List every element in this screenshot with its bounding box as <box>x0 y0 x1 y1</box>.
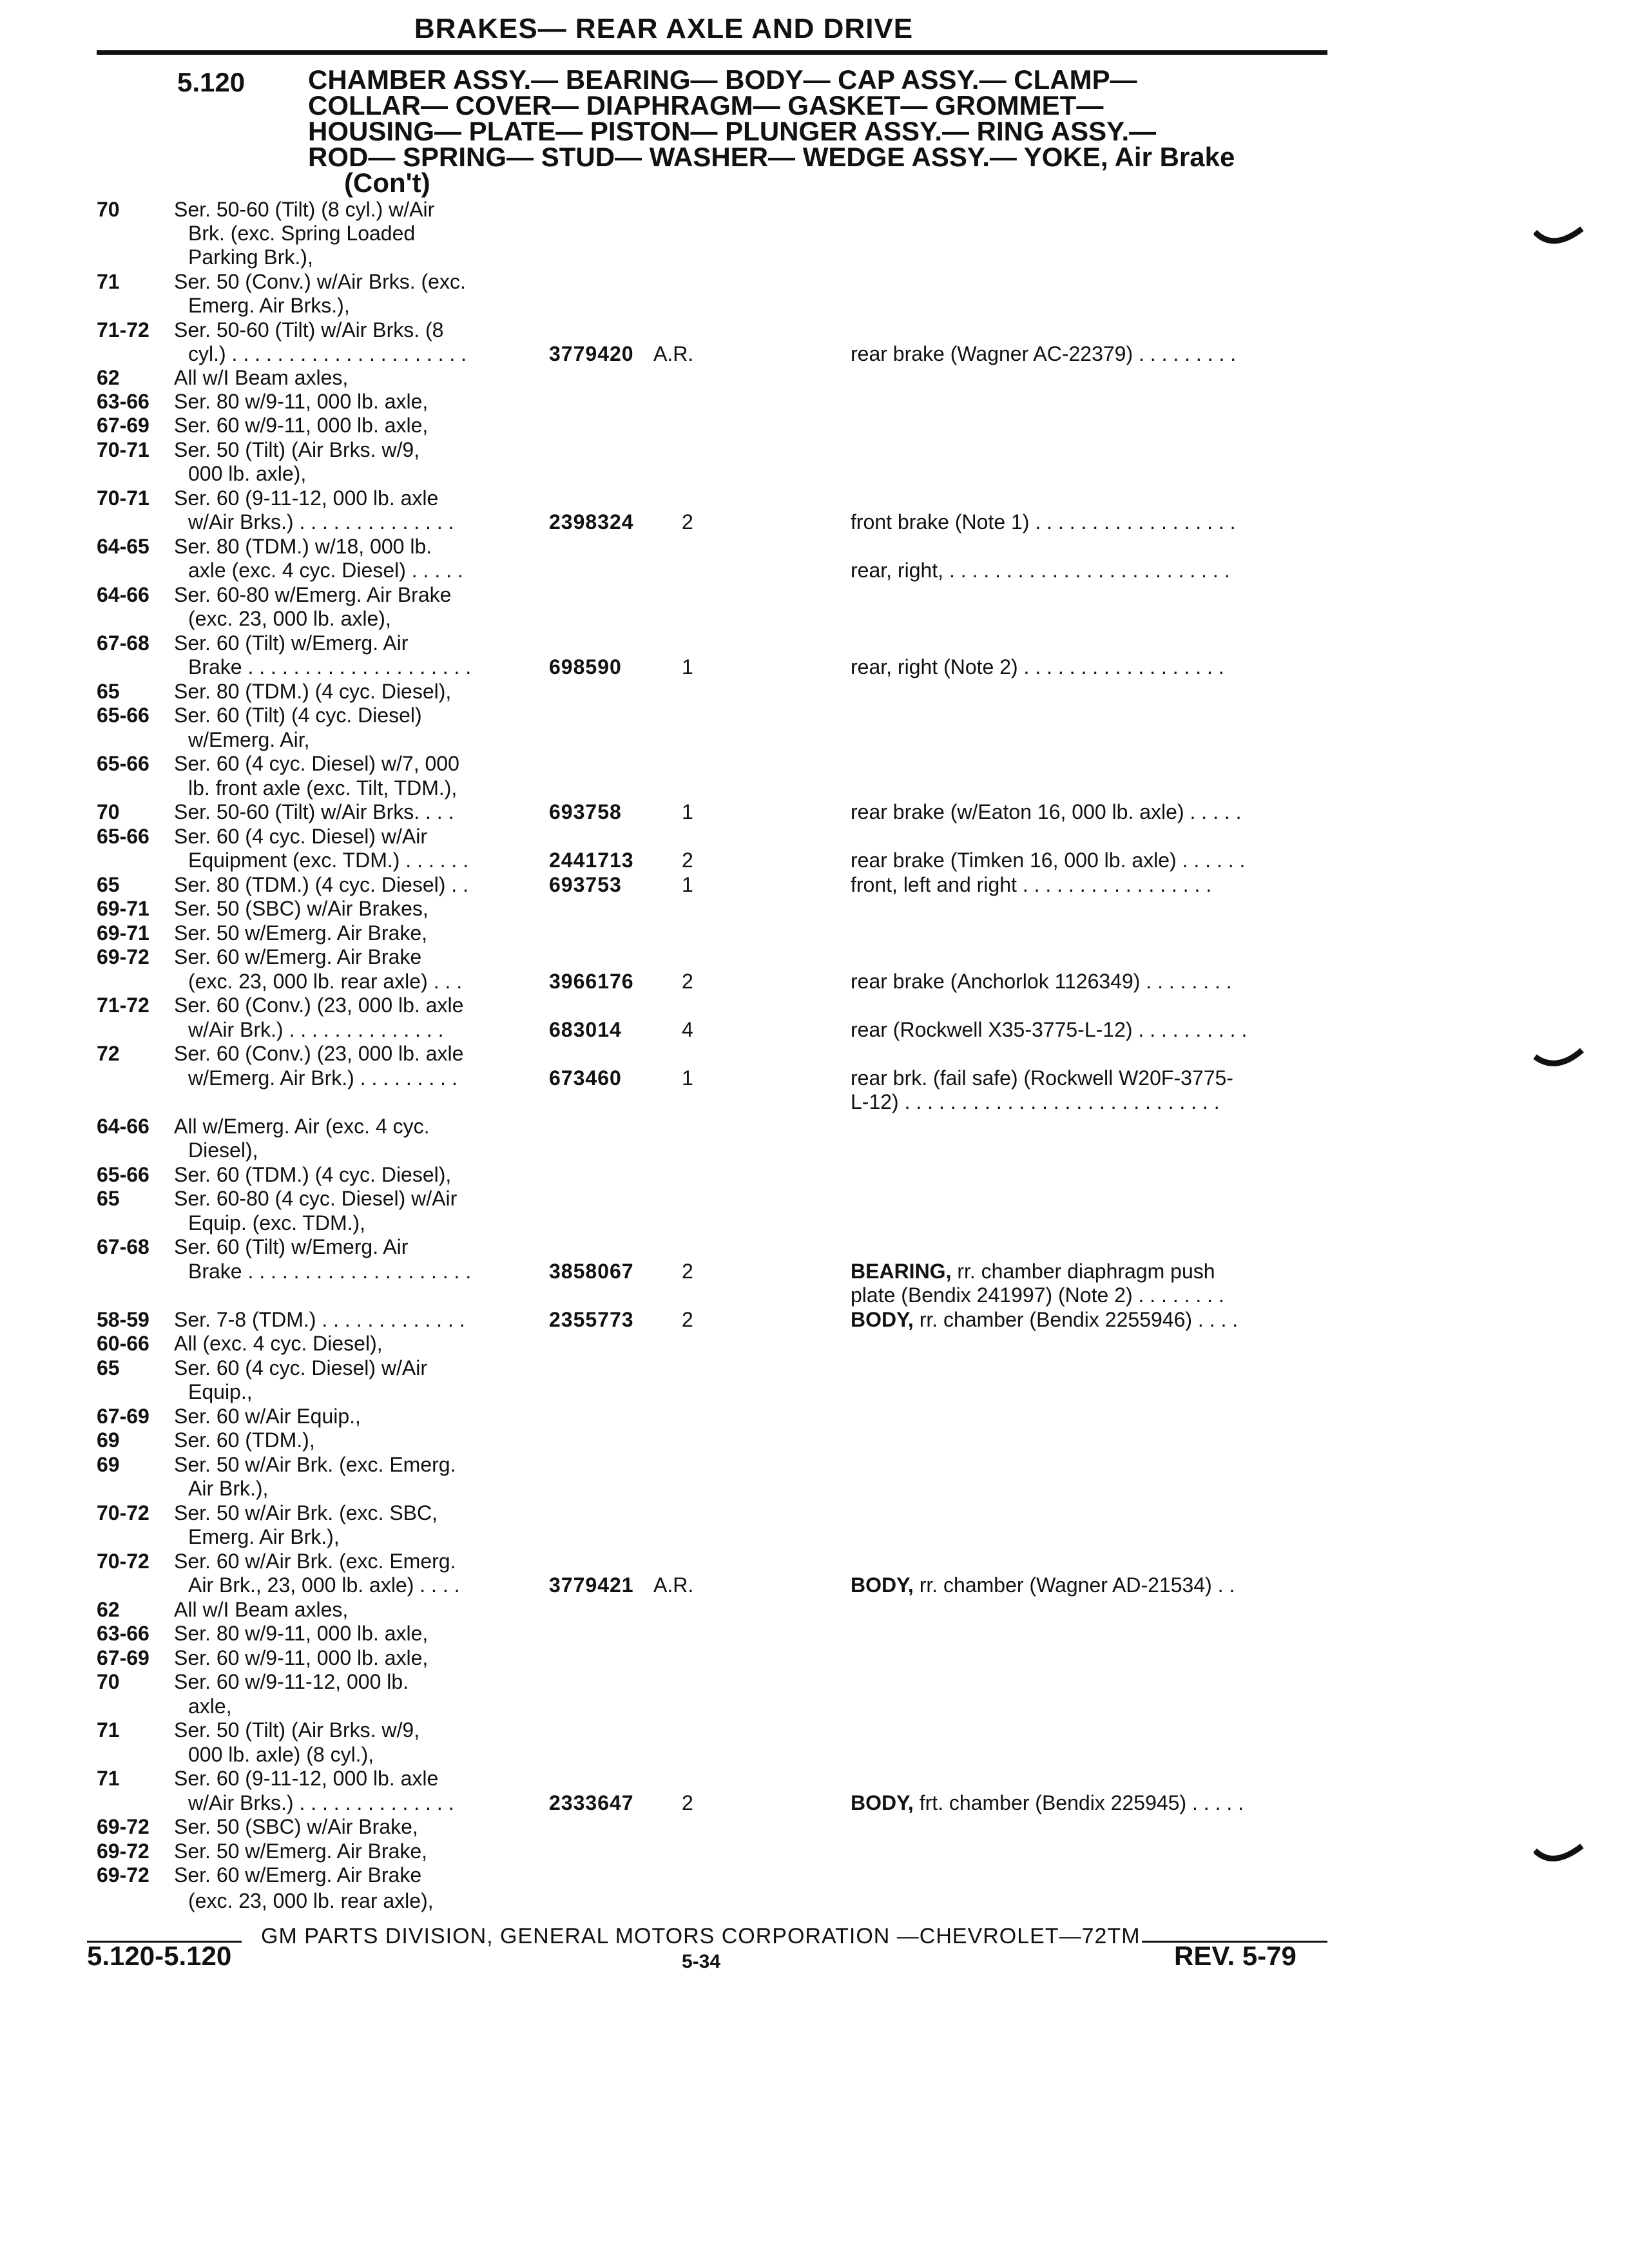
application-description: Ser. 60 w/9-11-12, 000 lb. <box>174 1670 409 1693</box>
application-description: Ser. 50 w/Air Brk. (exc. SBC, <box>174 1501 438 1524</box>
model-year: 71-72 <box>97 994 149 1017</box>
quantity: 2 <box>682 510 693 533</box>
application-description: All (exc. 4 cyc. Diesel), <box>174 1332 383 1355</box>
application-description: Ser. 60 (9-11-12, 000 lb. axle <box>174 1767 439 1790</box>
part-description <box>851 558 1230 582</box>
part-number: 683014 <box>549 1018 622 1041</box>
application-description: Ser. 60 (TDM.), <box>174 1428 315 1452</box>
part-detail: rear brake (Timken 16, 000 lb. axle) . . . . . . <box>851 849 1246 872</box>
model-year: 69-72 <box>97 1815 149 1838</box>
model-year: 65-66 <box>97 1163 149 1186</box>
part-name: BEARING, <box>851 1260 952 1283</box>
quantity: A.R. <box>653 1573 694 1597</box>
model-year: 72 <box>97 1042 120 1065</box>
margin-scan-mark <box>1534 226 1585 258</box>
application-description: Ser. 60 w/9-11, 000 lb. axle, <box>174 1646 429 1669</box>
model-year: 69-72 <box>97 945 149 968</box>
quantity: 2 <box>682 849 693 872</box>
quantity: 1 <box>682 800 693 823</box>
model-year: 62 <box>97 366 120 389</box>
application-description: cyl.) . . . . . . . . . . . . . . . . . . . . . <box>188 342 467 365</box>
application-description: Ser. 60 (4 cyc. Diesel) w/7, 000 <box>174 752 459 775</box>
application-description: Equip., <box>188 1380 253 1403</box>
quantity: 4 <box>682 1018 693 1041</box>
part-description <box>851 1090 1220 1114</box>
quantity: 2 <box>682 1791 693 1814</box>
application-description: Brake . . . . . . . . . . . . . . . . . . . . <box>188 655 472 678</box>
part-detail: rear brake (w/Eaton 16, 000 lb. axle) . . . . . <box>851 800 1242 823</box>
application-description: Equip. (exc. TDM.), <box>188 1211 366 1235</box>
part-description <box>851 848 1245 872</box>
margin-scan-mark <box>1534 1843 1585 1875</box>
model-year: 58-59 <box>97 1308 149 1331</box>
footer-revision: REV. 5-79 <box>1174 1941 1296 1971</box>
model-year: 64-66 <box>97 583 149 606</box>
application-description: Ser. 50 (SBC) w/Air Brakes, <box>174 897 429 920</box>
application-description: Brake . . . . . . . . . . . . . . . . . . . . <box>188 1260 472 1283</box>
part-detail: rear, right, . . . . . . . . . . . . . . . . . . . . . . . . . <box>851 559 1230 582</box>
model-year: 65 <box>97 680 120 703</box>
application-description: Ser. 60 w/Emerg. Air Brake <box>174 1863 422 1887</box>
application-description: Ser. 60-80 w/Emerg. Air Brake <box>174 583 452 606</box>
application-description: Ser. 7-8 (TDM.) . . . . . . . . . . . . . <box>174 1308 465 1331</box>
model-year: 63-66 <box>97 390 149 413</box>
model-year: 67-68 <box>97 631 149 655</box>
part-description <box>851 1259 1215 1283</box>
application-description: Ser. 60 (Tilt) w/Emerg. Air <box>174 1235 409 1258</box>
section-title-line: COLLAR— COVER— DIAPHRAGM— GASKET— GROMMET— <box>308 90 1104 120</box>
part-detail: rear (Rockwell X35-3775-L-12) . . . . . . . . . . <box>851 1018 1248 1041</box>
model-year: 65-66 <box>97 704 149 727</box>
application-description: Emerg. Air Brk.), <box>188 1525 340 1548</box>
part-detail: rear, right (Note 2) . . . . . . . . . . . . . . . . . . <box>851 655 1224 678</box>
part-number: 2333647 <box>549 1791 634 1814</box>
section-title-line: HOUSING— PLATE— PISTON— PLUNGER ASSY.— RING ASSY.— <box>308 116 1157 146</box>
model-year: 62 <box>97 1598 120 1621</box>
model-year: 71 <box>97 1718 120 1742</box>
part-detail: rear brake (Anchorlok 1126349) . . . . . . . . <box>851 970 1232 993</box>
application-description: Diesel), <box>188 1139 258 1162</box>
model-year: 67-69 <box>97 1646 149 1669</box>
application-description: w/Air Brk.) . . . . . . . . . . . . . . <box>188 1018 444 1041</box>
quantity: 2 <box>682 1260 693 1283</box>
model-year: 69 <box>97 1453 120 1476</box>
application-description: Ser. 60 w/Emerg. Air Brake <box>174 945 422 968</box>
application-description: Ser. 60 (Tilt) w/Emerg. Air <box>174 631 409 655</box>
model-year: 65-66 <box>97 752 149 775</box>
application-description: Emerg. Air Brks.), <box>188 294 350 317</box>
application-description: 000 lb. axle) (8 cyl.), <box>188 1743 374 1766</box>
part-description <box>851 969 1232 994</box>
model-year: 64-65 <box>97 535 149 558</box>
model-year: 71-72 <box>97 318 149 341</box>
application-description: Ser. 50 (Tilt) (Air Brks. w/9, <box>174 1718 420 1742</box>
footer-page-number: 5-34 <box>682 1951 721 1972</box>
part-description <box>851 655 1224 679</box>
model-year: 70 <box>97 198 120 221</box>
quantity: 2 <box>682 1308 693 1331</box>
quantity: 1 <box>682 655 693 678</box>
application-description: w/Air Brks.) . . . . . . . . . . . . . . <box>188 510 454 533</box>
part-detail: frt. chamber (Bendix 225945) . . . . . <box>913 1791 1244 1814</box>
application-description: Ser. 80 (TDM.) (4 cyc. Diesel), <box>174 680 452 703</box>
part-number: 3858067 <box>549 1260 634 1283</box>
application-description: Ser. 80 w/9-11, 000 lb. axle, <box>174 390 429 413</box>
application-description: All w/Emerg. Air (exc. 4 cyc. <box>174 1115 430 1138</box>
margin-scan-mark <box>1534 1044 1585 1082</box>
application-description: Air Brk.), <box>188 1477 269 1500</box>
part-description <box>851 1307 1238 1332</box>
part-name: BODY, <box>851 1573 914 1597</box>
application-description: lb. front axle (exc. Tilt, TDM.), <box>188 776 458 800</box>
part-detail: rr. chamber (Bendix 2255946) . . . . <box>913 1308 1239 1331</box>
application-description: Ser. 50 w/Emerg. Air Brake, <box>174 921 428 945</box>
section-continued: (Con't) <box>344 168 430 198</box>
part-description <box>851 510 1236 534</box>
part-description <box>851 800 1242 824</box>
part-detail: front brake (Note 1) . . . . . . . . . . . . . . . . . . <box>851 510 1236 533</box>
part-detail: L-12) . . . . . . . . . . . . . . . . . . . . . . . . . . . . <box>851 1090 1220 1113</box>
quantity: 1 <box>682 1066 693 1090</box>
model-year: 69 <box>97 1428 120 1452</box>
application-description: Air Brk., 23, 000 lb. axle) . . . . <box>188 1573 460 1597</box>
part-detail: plate (Bendix 241997) (Note 2) . . . . . . . . <box>851 1283 1224 1307</box>
part-number: 698590 <box>549 655 622 678</box>
application-description: Ser. 60 (Tilt) (4 cyc. Diesel) <box>174 704 422 727</box>
part-name: BODY, <box>851 1791 914 1814</box>
part-detail: rear brk. (fail safe) (Rockwell W20F-3775- <box>851 1066 1233 1090</box>
part-number: 693758 <box>549 800 622 823</box>
application-description: All w/I Beam axles, <box>174 1598 349 1621</box>
part-detail: rr. chamber (Wagner AD-21534) . . <box>913 1573 1235 1597</box>
model-year: 65-66 <box>97 825 149 848</box>
quantity: 1 <box>682 873 693 896</box>
application-description: axle (exc. 4 cyc. Diesel) . . . . . <box>188 559 463 582</box>
section-title-line: ROD— SPRING— STUD— WASHER— WEDGE ASSY.— YOKE, Air Brake <box>308 142 1235 172</box>
model-year: 71 <box>97 1767 120 1790</box>
model-year: 69-72 <box>97 1863 149 1887</box>
part-description <box>851 1791 1244 1815</box>
part-number: 3779421 <box>549 1573 634 1597</box>
model-year: 70-71 <box>97 438 149 461</box>
application-description: Ser. 50 (Tilt) (Air Brks. w/9, <box>174 438 420 461</box>
section-number: 5.120 <box>177 67 246 97</box>
application-description: Ser. 80 (TDM.) w/18, 000 lb. <box>174 535 432 558</box>
part-description <box>851 1017 1247 1042</box>
model-year: 67-68 <box>97 1235 149 1258</box>
part-number: 2355773 <box>549 1308 634 1331</box>
part-number: 2441713 <box>549 849 634 872</box>
application-description: Ser. 60 (9-11-12, 000 lb. axle <box>174 486 439 510</box>
application-description: 000 lb. axle), <box>188 462 307 485</box>
application-description: Ser. 60-80 (4 cyc. Diesel) w/Air <box>174 1187 458 1210</box>
application-description: Ser. 60 w/Air Brk. (exc. Emerg. <box>174 1550 456 1573</box>
part-number: 3966176 <box>549 970 634 993</box>
model-year: 70 <box>97 1670 120 1693</box>
model-year: 70-72 <box>97 1550 149 1573</box>
model-year: 70-72 <box>97 1501 149 1524</box>
part-name: BODY, <box>851 1308 914 1331</box>
application-description: Ser. 60 w/9-11, 000 lb. axle, <box>174 414 429 437</box>
application-description: Ser. 50-60 (Tilt) w/Air Brks. (8 <box>174 318 444 341</box>
part-number: 693753 <box>549 873 622 896</box>
footer-publisher: GM PARTS DIVISION, GENERAL MOTORS CORPORATION —CHEVROLET—72TM <box>261 1924 1141 1948</box>
model-year: 69-71 <box>97 897 149 920</box>
part-description <box>851 1066 1233 1090</box>
application-description: Ser. 50-60 (Tilt) (8 cyl.) w/Air <box>174 198 435 221</box>
model-year: 70-71 <box>97 486 149 510</box>
application-description: Ser. 50-60 (Tilt) w/Air Brks. . . . <box>174 800 454 823</box>
application-description: Ser. 50 w/Air Brk. (exc. Emerg. <box>174 1453 456 1476</box>
application-description: Ser. 80 w/9-11, 000 lb. axle, <box>174 1622 429 1645</box>
model-year: 69-71 <box>97 921 149 945</box>
model-year: 70 <box>97 800 120 823</box>
application-description: w/Air Brks.) . . . . . . . . . . . . . . <box>188 1791 454 1814</box>
part-description <box>851 341 1236 366</box>
application-description: Ser. 50 w/Emerg. Air Brake, <box>174 1840 428 1863</box>
part-detail: front, left and right . . . . . . . . . . . . . . . . . <box>851 873 1212 896</box>
part-description <box>851 1573 1235 1597</box>
application-description: Ser. 50 (SBC) w/Air Brake, <box>174 1815 418 1838</box>
model-year: 60-66 <box>97 1332 149 1355</box>
model-year: 71 <box>97 270 120 293</box>
application-description: Ser. 60 (Conv.) (23, 000 lb. axle <box>174 1042 464 1065</box>
application-description: (exc. 23, 000 lb. axle), <box>188 607 391 630</box>
section-title-line: CHAMBER ASSY.— BEARING— BODY— CAP ASSY.— CLAMP— <box>308 64 1137 95</box>
application-description: Parking Brk.), <box>188 245 313 269</box>
application-description: Ser. 60 w/Air Equip., <box>174 1405 361 1428</box>
quantity: A.R. <box>653 342 694 365</box>
application-description: All w/I Beam axles, <box>174 366 349 389</box>
model-year: 69-72 <box>97 1840 149 1863</box>
application-description: Ser. 60 (TDM.) (4 cyc. Diesel), <box>174 1163 452 1186</box>
model-year: 65 <box>97 1187 120 1210</box>
application-description: Ser. 80 (TDM.) (4 cyc. Diesel) . . <box>174 873 468 896</box>
part-description <box>851 1283 1224 1307</box>
application-description: axle, <box>188 1695 232 1718</box>
part-number: 673460 <box>549 1066 622 1090</box>
part-detail: rr. chamber diaphragm push <box>951 1260 1215 1283</box>
application-description: Ser. 60 (Conv.) (23, 000 lb. axle <box>174 994 464 1017</box>
model-year: 67-69 <box>97 414 149 437</box>
part-description <box>851 872 1211 897</box>
application-description: w/Emerg. Air, <box>188 728 310 751</box>
application-description: Brk. (exc. Spring Loaded <box>188 222 416 245</box>
application-description: Ser. 60 (4 cyc. Diesel) w/Air <box>174 825 427 848</box>
model-year: 67-69 <box>97 1405 149 1428</box>
quantity: 2 <box>682 970 693 993</box>
model-year: 64-66 <box>97 1115 149 1138</box>
application-description: w/Emerg. Air Brk.) . . . . . . . . . <box>188 1066 458 1090</box>
model-year: 65 <box>97 873 120 896</box>
application-description: (exc. 23, 000 lb. rear axle) . . . <box>188 970 463 993</box>
part-number: 3779420 <box>549 342 634 365</box>
model-year: 63-66 <box>97 1622 149 1645</box>
model-year: 65 <box>97 1356 120 1379</box>
part-detail: rear brake (Wagner AC-22379) . . . . . . . . . <box>851 342 1237 365</box>
application-description: Ser. 50 (Conv.) w/Air Brks. (exc. <box>174 270 466 293</box>
page-header: BRAKES— REAR AXLE AND DRIVE <box>414 13 914 44</box>
part-number: 2398324 <box>549 510 634 533</box>
footer-range: 5.120-5.120 <box>87 1941 232 1971</box>
application-description: (exc. 23, 000 lb. rear axle), <box>188 1889 434 1912</box>
application-description: Equipment (exc. TDM.) . . . . . . <box>188 849 469 872</box>
application-description: Ser. 60 (4 cyc. Diesel) w/Air <box>174 1356 427 1379</box>
